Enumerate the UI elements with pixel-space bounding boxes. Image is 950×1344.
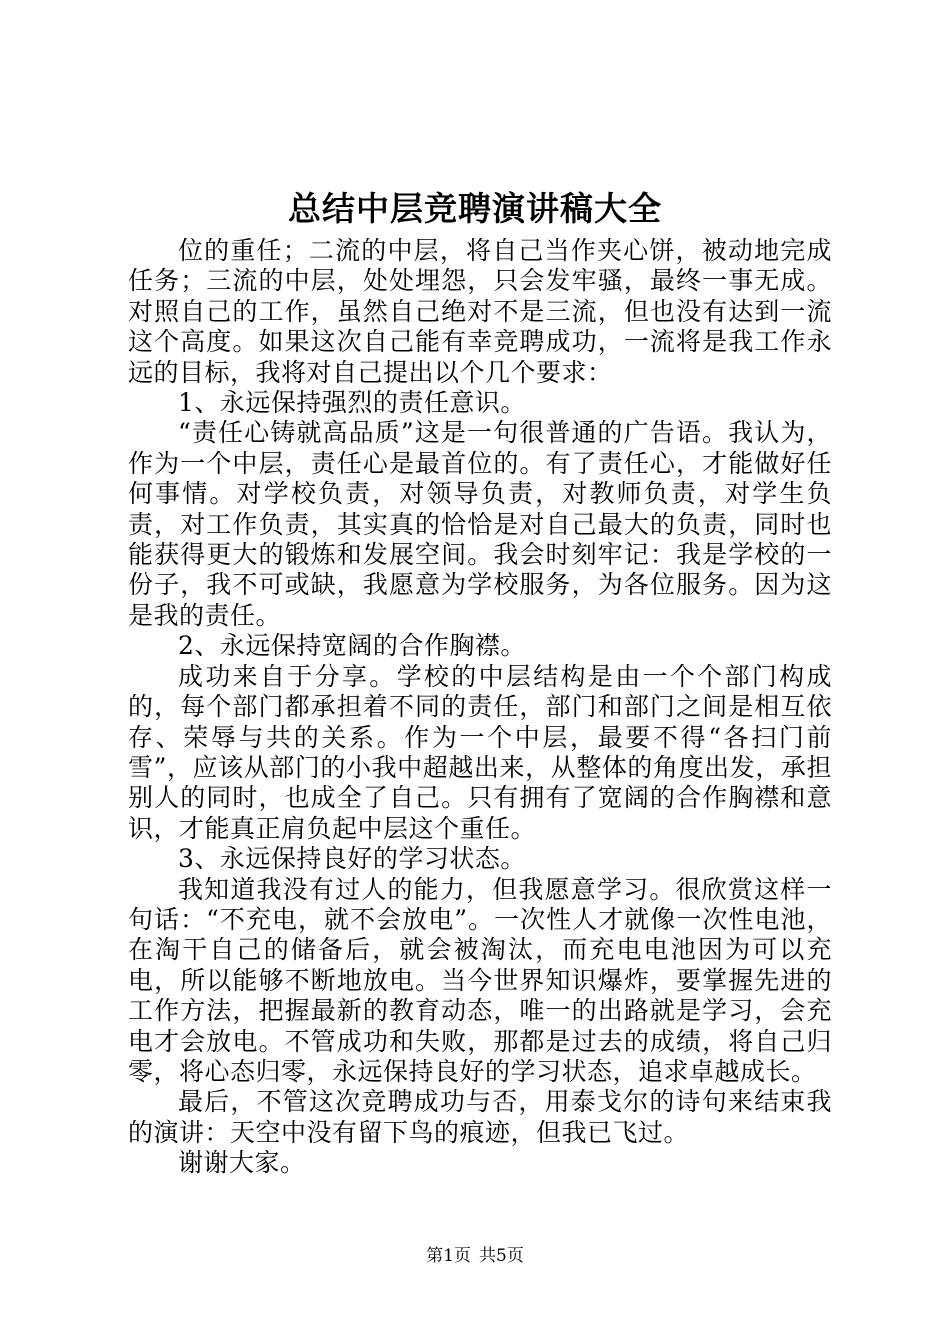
total-pages: 共5页 [479,1246,524,1266]
page-footer [0,1244,950,1268]
section-heading-1: 1、永远保持强烈的责任意识。 [178,388,526,418]
paragraph-cooperation: 成功来自于分享。学校的中层结构是由一个个部门构成的，每个部门都承担着不同的责任，部门和部门之间是相互依存、荣辱与共的关系。作为一个中层，最要不得“各扫门前雪”，应该从部门的小我中超越出来，从整体的角度出发，承担别人的同时，也成全了自己。只有拥有了宽阔的合作胸襟和意识，才能真正肩负起中层这个重任。 [128,661,832,843]
paragraph-learning: 我知道我没有过人的能力，但我愿意学习。很欣赏这样一句话：“不充电，就不会放电”。一次性人才就像一次性电池，在淘干自己的储备后，就会被淘汰，而充电电池因为可以充电，所以能够不断地放电。当今世界知识爆炸，要掌握先进的工作方法，把握最新的教育动态，唯一的出路就是学习，会充电才会放电。不管成功和失败，那都是过去的成绩，将自己归零，将心态归零，永远保持良好的学习状态，追求卓越成长。 [128,874,832,1086]
document-body [128,236,832,1179]
section-heading-2: 2、永远保持宽阔的合作胸襟。 [178,631,526,661]
document-title: 总结中层竞聘演讲稿大全 [288,189,662,228]
section-heading-3: 3、永远保持良好的学习状态。 [178,844,526,874]
paragraph-thanks: 谢谢大家。 [178,1148,306,1178]
paragraph-intro: 位的重任；二流的中层，将自己当作夹心饼，被动地完成任务；三流的中层，处处埋怨，只会发牢骚，最终一事无成。对照自己的工作，虽然自己绝对不是三流，但也没有达到一流这个高度。如果这次自己能有幸竞聘成功，一流将是我工作永远的目标，我将对自己提出以个几个要求： [128,236,832,387]
paragraph-responsibility: “责任心铸就高品质”这是一句很普通的广告语。我认为，作为一个中层，责任心是最首位的。有了责任心，才能做好任何事情。对学校负责，对领导负责，对教师负责，对学生负责，对工作负责，其实真的恰恰是对自己最大的负责，同时也能获得更大的锻炼和发展空间。我会时刻牢记：我是学校的一份子，我不可或缺，我愿意为学校服务，为各位服务。因为这是我的责任。 [128,418,832,630]
paragraph-closing: 最后，不管这次竞聘成功与否，用泰戈尔的诗句来结束我的演讲：天空中没有留下鸟的痕迹，但我已飞过。 [128,1087,832,1147]
page-number: 第1页 [426,1246,471,1266]
